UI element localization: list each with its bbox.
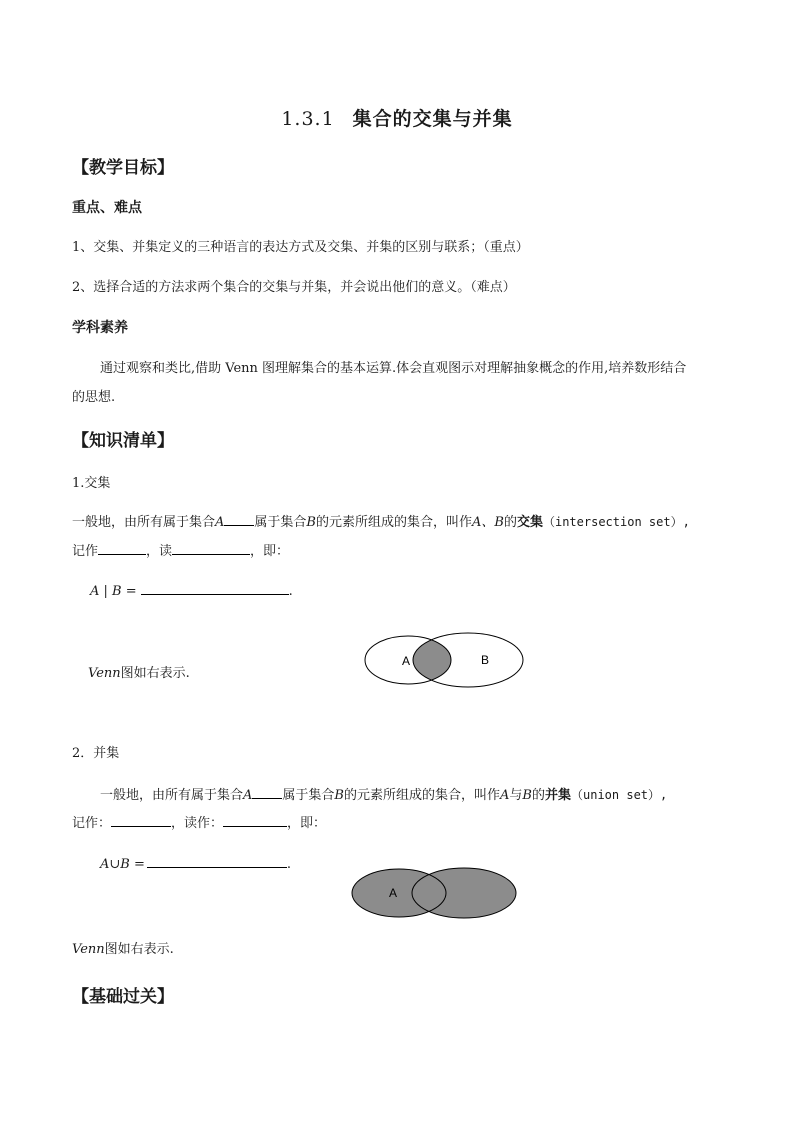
intersection-definition-line-2: 记作 ，读 ，即： (72, 540, 289, 559)
blank-formula (147, 853, 287, 868)
heading-goals: 【教学目标】 (72, 158, 174, 178)
union-label: 2．并集 (72, 746, 120, 761)
key-points-label: 重点、难点 (72, 200, 142, 216)
intersection-venn-diagram (360, 630, 530, 692)
goal-item-1: 1、交集、并集定义的三种语言的表达方式及交集、并集的区别与联系；（重点） (72, 240, 529, 255)
blank-relation (252, 784, 282, 799)
literacy-text-line-1: 通过观察和类比,借助 Venn 图理解集合的基本运算.体会直观图示对理解抽象概念的作用,培养数形结合 (100, 361, 687, 376)
page-title (0, 104, 794, 131)
venn-label-a: A (402, 654, 411, 668)
intersection-venn-caption: Venn图如右表示. (88, 666, 190, 681)
heading-basics: 【基础过关】 (72, 987, 174, 1007)
intersection-label: 1.交集 (72, 476, 111, 491)
union-definition-line-2: 记作： ，读作： ，即： (72, 812, 326, 831)
term-union: 并集 (544, 788, 571, 803)
blank-notation (98, 540, 146, 555)
blank-notation (111, 812, 171, 827)
literacy-label: 学科素养 (72, 320, 128, 336)
blank-relation (224, 511, 254, 526)
union-formula: A∪B = . (100, 853, 291, 872)
blank-formula (141, 580, 289, 595)
intersection-formula: A | B = . (90, 580, 293, 599)
heading-knowledge: 【知识清单】 (72, 431, 174, 451)
blank-reading (223, 812, 287, 827)
section-number: 1.3.1 (281, 108, 335, 130)
union-venn-diagram (348, 864, 522, 922)
term-intersection: 交集 (516, 515, 543, 530)
venn-label-a: A (389, 886, 398, 900)
title-text: 集合的交集与并集 (352, 108, 513, 130)
literacy-text-line-2: 的思想. (72, 390, 116, 405)
venn-label-b: B (481, 653, 490, 667)
goal-item-2: 2、选择合适的方法求两个集合的交集与并集，并会说出他们的意义。（难点） (72, 280, 516, 295)
blank-reading (172, 540, 250, 555)
union-definition-line-1: 一般地，由所有属于集合A 属于集合B的元素所组成的集合，叫作A与B的并集（union set）, (100, 784, 667, 803)
intersection-definition-line-1: 一般地，由所有属于集合A 属于集合B的元素所组成的集合，叫作A、B的交集（intersection set）, (72, 511, 690, 530)
union-venn-caption: Venn图如右表示. (72, 942, 174, 957)
